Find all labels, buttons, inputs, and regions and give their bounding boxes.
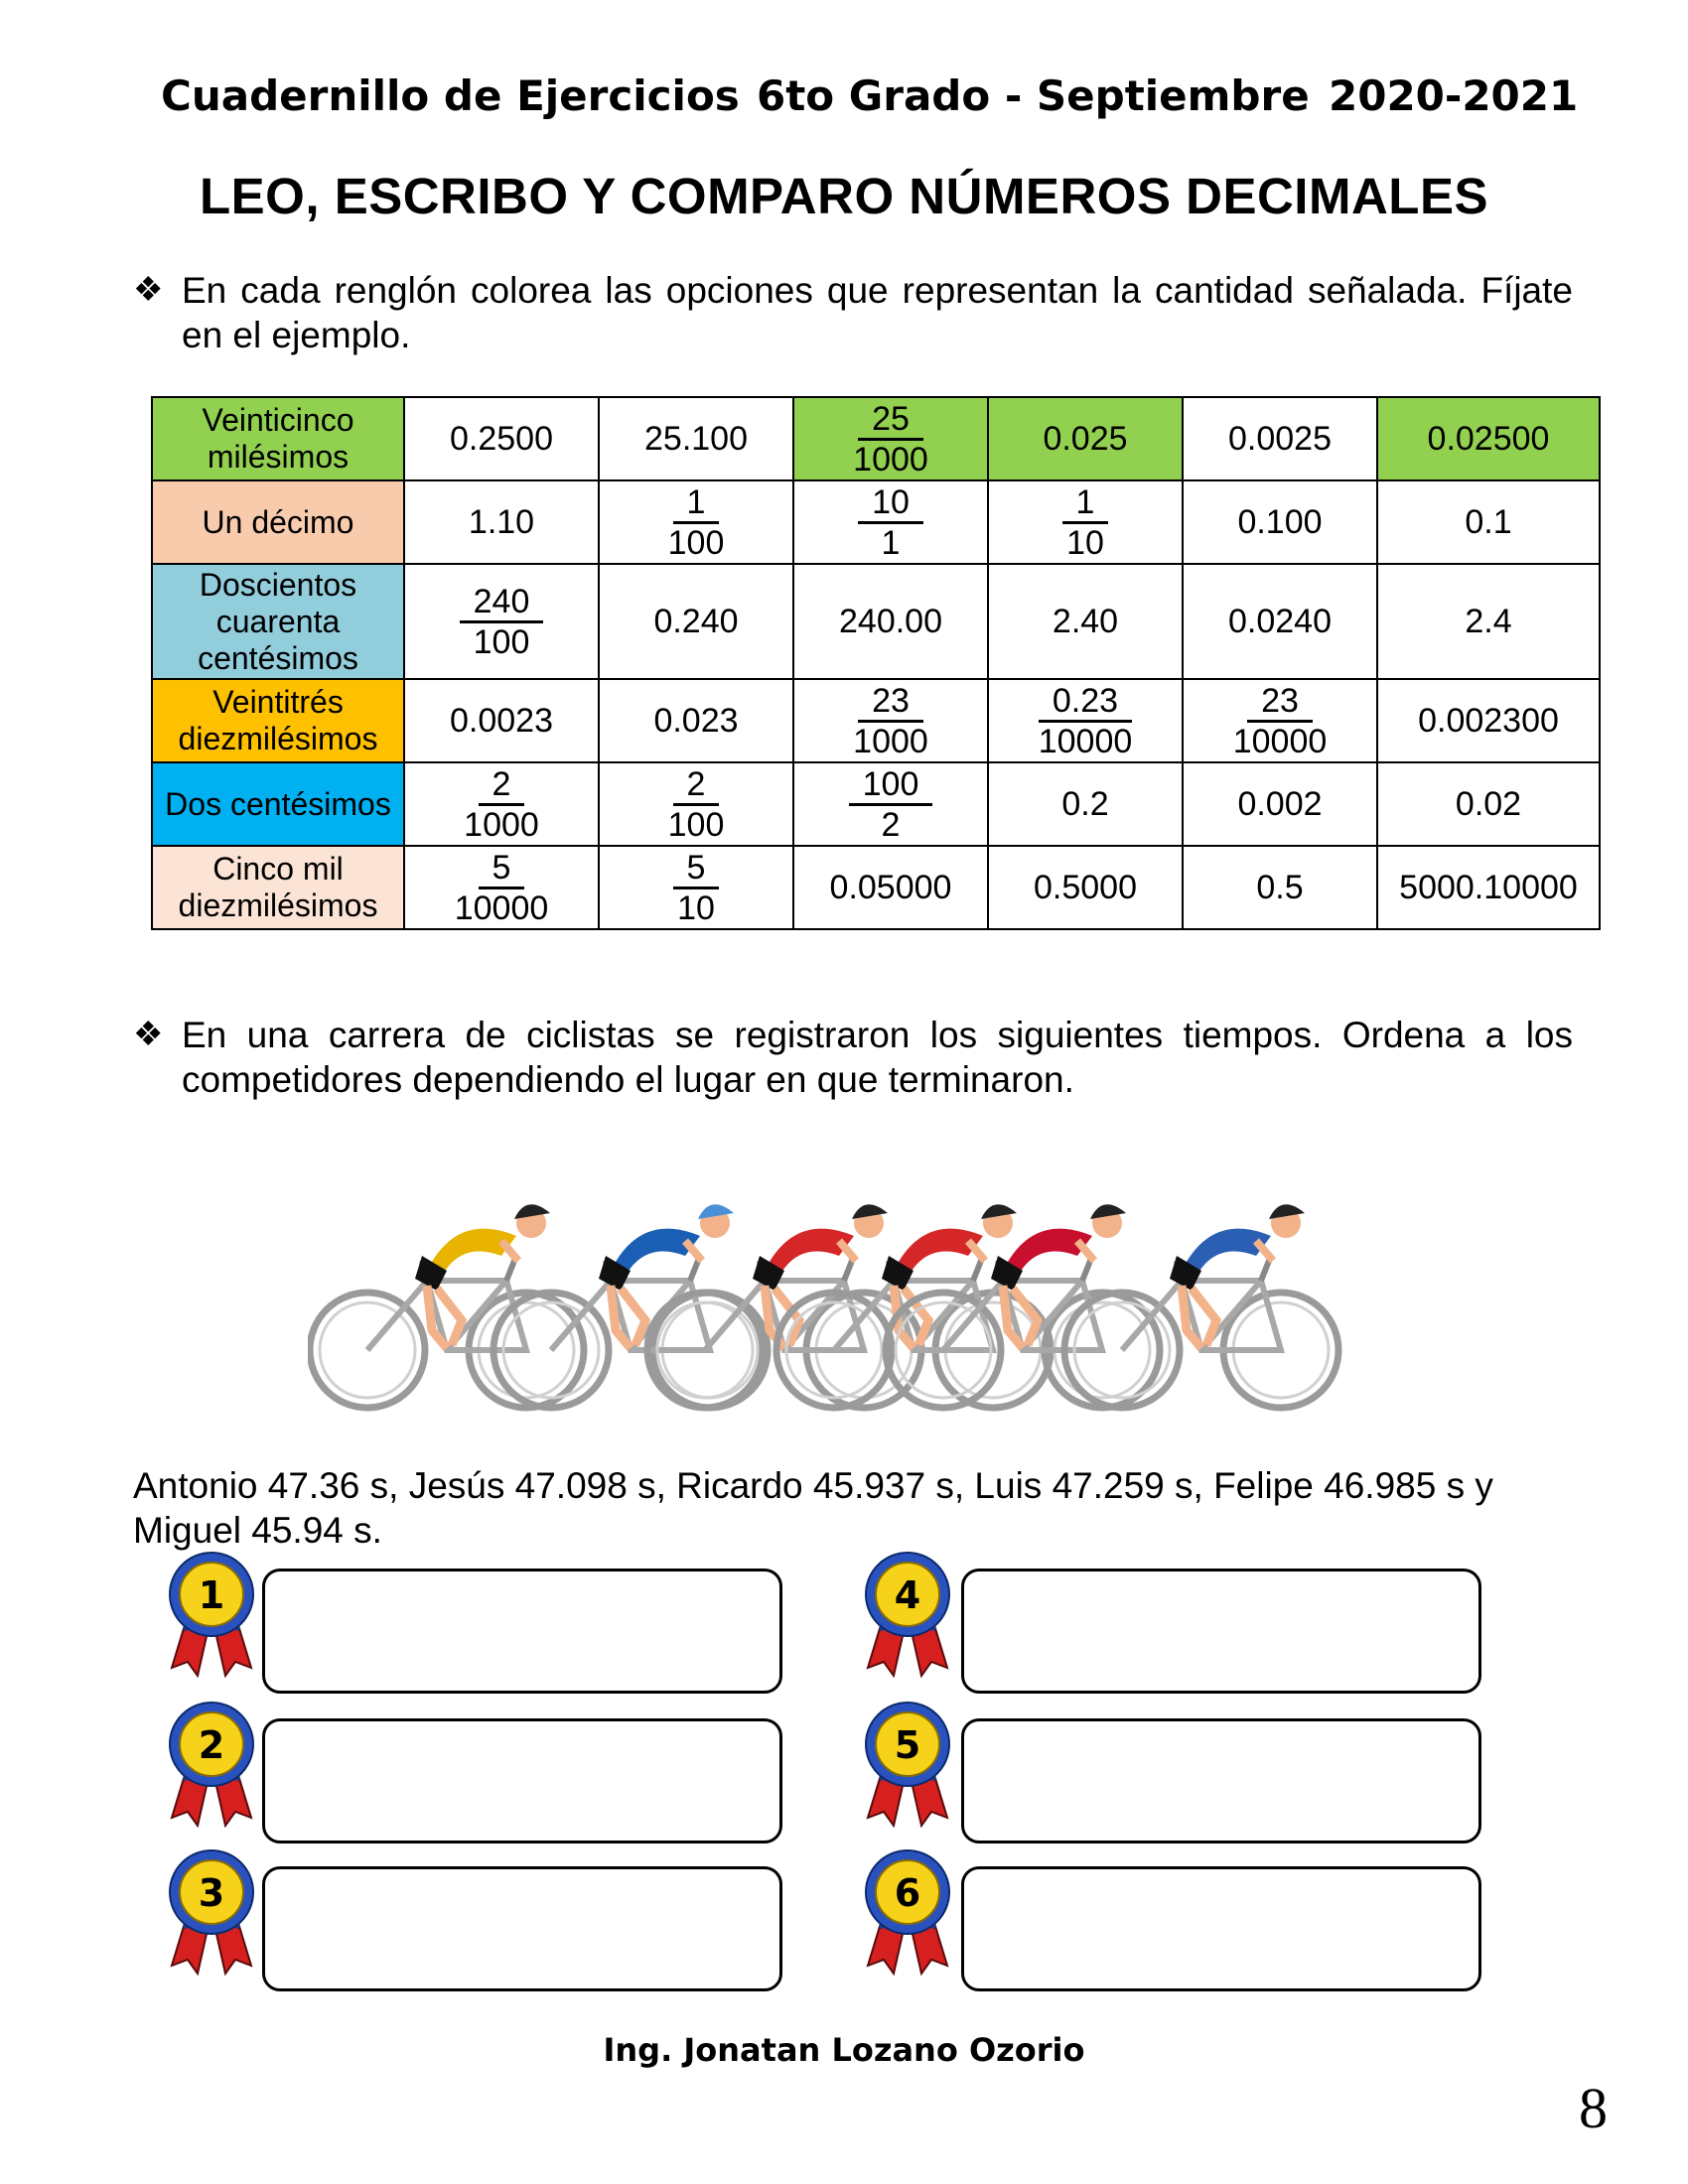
fraction-numerator: 2 <box>673 765 720 806</box>
cyclists-illustration-icon <box>308 1152 1410 1420</box>
option-cell[interactable] <box>793 480 988 564</box>
option-cell[interactable] <box>988 480 1183 564</box>
fraction <box>858 483 923 562</box>
option-cell[interactable]: 0.025 <box>988 397 1183 480</box>
fraction-denominator: 10 <box>1066 523 1104 562</box>
fraction <box>450 765 553 844</box>
quantity-label: Doscientos cuarenta centésimos <box>152 564 404 679</box>
fraction <box>839 682 942 760</box>
medal-ribbon-icon <box>164 1551 259 1678</box>
option-cell[interactable]: 0.240 <box>599 564 793 679</box>
header-workbook-title: Cuadernillo de Ejercicios <box>161 71 740 120</box>
cyclist-figure <box>310 1204 584 1408</box>
option-cell[interactable]: 0.100 <box>1183 480 1377 564</box>
page-number: 8 <box>1579 2076 1608 2140</box>
option-cell[interactable] <box>793 679 988 762</box>
fraction-denominator: 10000 <box>1038 722 1133 760</box>
medal-ribbon-icon <box>164 1701 259 1828</box>
medal-place-number: 4 <box>894 1573 921 1617</box>
fraction <box>839 400 942 478</box>
decimal-options-table <box>151 396 1601 930</box>
medal-ribbon-icon <box>860 1701 955 1828</box>
diamond-bullet-icon: ❖ <box>133 1016 164 1053</box>
answer-box-place-5[interactable] <box>961 1718 1481 1843</box>
fraction-numerator: 25 <box>858 400 923 441</box>
fraction <box>1219 682 1341 760</box>
option-cell[interactable] <box>404 846 599 929</box>
option-cell[interactable]: 0.0023 <box>404 679 599 762</box>
fraction-numerator: 0.23 <box>1039 682 1132 723</box>
footer-author: Ing. Jonatan Lozano Ozorio <box>603 2031 1085 2069</box>
fraction <box>1025 682 1147 760</box>
option-cell[interactable] <box>793 397 988 480</box>
fraction-numerator: 1 <box>1062 483 1109 524</box>
header-school-year: 2020-2021 <box>1329 71 1579 120</box>
fraction-denominator: 1000 <box>464 805 539 844</box>
option-cell[interactable]: 0.02500 <box>1377 397 1600 480</box>
fraction-numerator: 5 <box>479 849 525 889</box>
medal-place-number: 3 <box>198 1871 225 1915</box>
option-cell[interactable]: 0.5000 <box>988 846 1183 929</box>
table-row <box>152 480 1600 564</box>
fraction-denominator: 100 <box>473 622 530 661</box>
quantity-label: Un décimo <box>152 480 404 564</box>
instruction-race <box>133 1013 1573 1102</box>
fraction <box>1053 483 1118 562</box>
fraction <box>441 849 563 927</box>
fraction-denominator: 1000 <box>853 440 928 478</box>
table-row <box>152 679 1600 762</box>
option-cell[interactable]: 0.002 <box>1183 762 1377 846</box>
instruction-coloring <box>133 268 1573 357</box>
header-grade-month: 6to Grado - Septiembre <box>757 71 1310 120</box>
fraction-numerator: 240 <box>460 583 544 623</box>
fraction <box>460 583 544 661</box>
option-cell[interactable]: 0.2 <box>988 762 1183 846</box>
fraction-denominator: 1 <box>881 523 901 562</box>
fraction-numerator: 100 <box>849 765 933 806</box>
answer-box-place-4[interactable] <box>961 1569 1481 1694</box>
fraction-numerator: 1 <box>673 483 720 524</box>
medal-ribbon-icon <box>860 1848 955 1976</box>
medal-place-number: 1 <box>198 1573 225 1617</box>
option-cell[interactable] <box>599 480 793 564</box>
table-row <box>152 762 1600 846</box>
option-cell[interactable]: 0.002300 <box>1377 679 1600 762</box>
fraction <box>654 483 739 562</box>
option-cell[interactable]: 0.05000 <box>793 846 988 929</box>
fraction-denominator: 100 <box>667 805 725 844</box>
option-cell[interactable]: 5000.10000 <box>1377 846 1600 929</box>
medal-place-number: 2 <box>198 1723 225 1767</box>
option-cell[interactable]: 0.0025 <box>1183 397 1377 480</box>
instruction-coloring-text: En cada renglón colorea las opciones que representan la cantidad señalada. Fíjate en el ejemplo. <box>182 270 1573 355</box>
fraction-numerator: 23 <box>858 682 923 723</box>
option-cell[interactable]: 0.023 <box>599 679 793 762</box>
option-cell[interactable]: 0.1 <box>1377 480 1600 564</box>
instruction-race-text: En una carrera de ciclistas se registraron los siguientes tiempos. Ordena a los competidores dependiendo el lugar en que terminaron. <box>182 1015 1573 1100</box>
table-row <box>152 397 1600 480</box>
quantity-label: Veinticinco milésimos <box>152 397 404 480</box>
quantity-label: Cinco mil diezmilésimos <box>152 846 404 929</box>
fraction <box>663 849 729 927</box>
option-cell[interactable]: 1.10 <box>404 480 599 564</box>
option-cell[interactable]: 0.0240 <box>1183 564 1377 679</box>
page-header <box>161 71 1579 131</box>
option-cell[interactable]: 0.02 <box>1377 762 1600 846</box>
fraction-numerator: 2 <box>479 765 525 806</box>
table-row <box>152 564 1600 679</box>
medal-ribbon-icon <box>860 1551 955 1678</box>
option-cell[interactable] <box>988 679 1183 762</box>
answer-box-place-3[interactable] <box>262 1866 782 1991</box>
option-cell[interactable]: 0.5 <box>1183 846 1377 929</box>
diamond-bullet-icon: ❖ <box>133 271 164 309</box>
quantity-label: Dos centésimos <box>152 762 404 846</box>
fraction-denominator: 2 <box>881 805 901 844</box>
table-row <box>152 846 1600 929</box>
fraction <box>849 765 933 844</box>
race-times-text: Antonio 47.36 s, Jesús 47.098 s, Ricardo 45.937 s, Luis 47.259 s, Felipe 46.985 s y Miguel 45.94 s. <box>133 1465 1493 1551</box>
option-cell[interactable]: 2.40 <box>988 564 1183 679</box>
medal-place-number: 5 <box>894 1723 921 1767</box>
fraction-numerator: 5 <box>673 849 720 889</box>
fraction-denominator: 10000 <box>1232 722 1328 760</box>
option-cell[interactable]: 25.100 <box>599 397 793 480</box>
option-cell[interactable] <box>1183 679 1377 762</box>
answer-box-place-6[interactable] <box>961 1866 1481 1991</box>
fraction-denominator: 1000 <box>853 722 928 760</box>
medal-place-number: 6 <box>894 1871 921 1915</box>
fraction-denominator: 10000 <box>454 888 549 927</box>
option-cell[interactable]: 2.4 <box>1377 564 1600 679</box>
option-cell[interactable]: 240.00 <box>793 564 988 679</box>
option-cell[interactable] <box>599 762 793 846</box>
answer-box-place-1[interactable] <box>262 1569 782 1694</box>
page-title: LEO, ESCRIBO Y COMPARO NÚMEROS DECIMALES <box>200 168 1488 224</box>
option-cell[interactable] <box>793 762 988 846</box>
fraction <box>654 765 739 844</box>
quantity-label: Veintitrés diezmilésimos <box>152 679 404 762</box>
option-cell[interactable] <box>404 762 599 846</box>
option-cell[interactable] <box>404 564 599 679</box>
fraction-denominator: 10 <box>677 888 715 927</box>
answer-box-place-2[interactable] <box>262 1718 782 1843</box>
option-cell[interactable] <box>599 846 793 929</box>
fraction-denominator: 100 <box>667 523 725 562</box>
fraction-numerator: 23 <box>1247 682 1313 723</box>
medal-ribbon-icon <box>164 1848 259 1976</box>
fraction-numerator: 10 <box>858 483 923 524</box>
option-cell[interactable]: 0.2500 <box>404 397 599 480</box>
